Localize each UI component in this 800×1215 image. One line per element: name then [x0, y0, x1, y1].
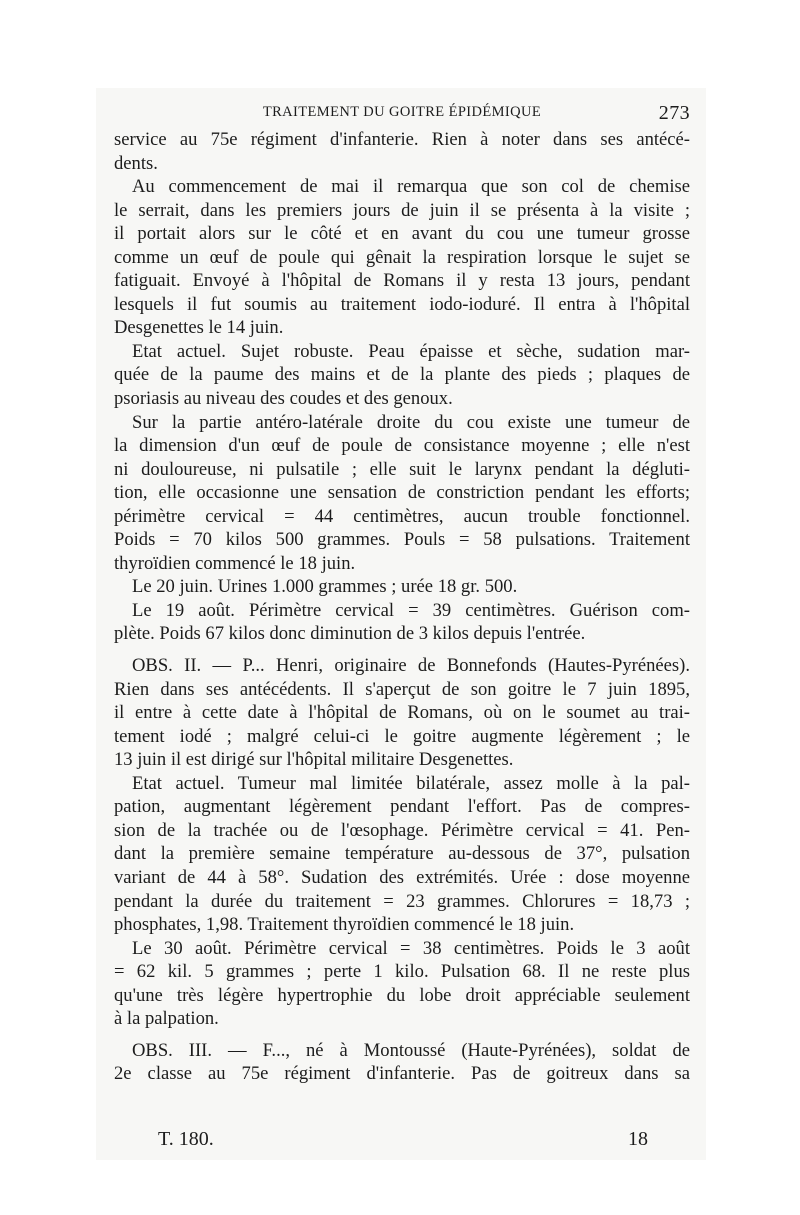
text-line: Le 20 juin. Urines 1.000 grammes ; urée 18 gr. 500. — [132, 576, 518, 598]
paragraph-gap — [114, 1031, 690, 1039]
text-line: Etat actuel. Tumeur mal limitée bilatérale, assez molle à la pal- — [132, 772, 690, 794]
text-line: la dimension d'un œuf de poule de consistance moyenne ; elle n'est — [114, 435, 690, 457]
page-footer — [114, 1128, 690, 1154]
text-line: comme un œuf de poule qui gênait la respiration lorsque le sujet se — [114, 246, 690, 268]
text-line: Sur la partie antéro-latérale droite du cou existe une tumeur de — [132, 411, 690, 433]
text-line: ni douloureuse, ni pulsatile ; elle suit le larynx pendant la dégluti- — [114, 458, 690, 480]
text-line: lesquels il fut soumis au traitement iodo-ioduré. Il entra à l'hôpital — [114, 293, 690, 315]
running-title: TRAITEMENT DU GOITRE ÉPIDÉMIQUE — [262, 104, 542, 120]
text-line: 2e classe au 75e régiment d'infanterie. Pas de goitreux dans sa — [114, 1063, 690, 1085]
text-line: Rien dans ses antécédents. Il s'aperçut de son goitre le 7 juin 1895, — [114, 678, 690, 700]
text-line: qu'une très légère hypertrophie du lobe droit appréciable seulement — [114, 984, 690, 1006]
text-line: Etat actuel. Sujet robuste. Peau épaisse et sèche, sudation mar- — [132, 340, 690, 362]
text-line: variant de 44 à 58°. Sudation des extrémités. Urée : dose moyenne — [114, 866, 690, 888]
text-line: pation, augmentant légèrement pendant l'effort. Pas de compres- — [114, 796, 690, 818]
text-line: service au 75e régiment d'infanterie. Rien à noter dans ses antécé- — [114, 129, 690, 150]
text-line: il entre à cette date à l'hôpital de Romans, où on le soumet au trai- — [114, 702, 690, 724]
text-line: dents. — [114, 152, 158, 174]
body-text — [114, 128, 690, 1086]
text-line: à la palpation. — [114, 1008, 219, 1030]
text-line: Le 19 août. Périmètre cervical = 39 centimètres. Guérison com- — [132, 599, 690, 621]
text-line: plète. Poids 67 kilos donc diminution de 3 kilos depuis l'entrée. — [114, 623, 586, 645]
paragraph-gap — [114, 646, 690, 654]
text-line: périmètre cervical = 44 centimètres, aucun trouble fonctionnel. — [114, 505, 690, 527]
text-line: tement iodé ; malgré celui-ci le goitre augmente légèrement ; le — [114, 725, 690, 747]
text-line: 13 juin il est dirigé sur l'hôpital militaire Desgenettes. — [114, 749, 514, 771]
text-line: le serrait, dans les premiers jours de juin il se présenta à la visite ; — [114, 199, 690, 221]
text-line: il portait alors sur le côté et en avant du cou une tumeur grosse — [114, 223, 690, 245]
text-line: fatiguait. Envoyé à l'hôpital de Romans il y resta 13 jours, pendant — [114, 270, 690, 292]
text-line: thyroïdien commencé le 18 juin. — [114, 552, 356, 574]
text-line: OBS. II. — P... Henri, originaire de Bonnefonds (Hautes-Pyrénées). — [132, 655, 690, 677]
text-line: Poids = 70 kilos 500 grammes. Pouls = 58 pulsations. Traitement — [114, 529, 690, 551]
text-line: Le 30 août. Périmètre cervical = 38 centimètres. Poids le 3 août — [132, 937, 690, 959]
text-line: = 62 kil. 5 grammes ; perte 1 kilo. Pulsation 68. Il ne reste plus — [114, 961, 690, 983]
text-line: tion, elle occasionne une sensation de constriction pendant les efforts; — [114, 482, 690, 504]
text-line: OBS. III. — F..., né à Montoussé (Haute-Pyrénées), soldat de — [132, 1039, 690, 1061]
printer-signature: T. 180. — [158, 1128, 214, 1150]
text-line: sion de la trachée ou de l'œsophage. Périmètre cervical = 41. Pen- — [114, 819, 690, 841]
text-line: quée de la paume des mains et de la plante des pieds ; plaques de — [114, 364, 690, 386]
text-line: Au commencement de mai il remarqua que son col de chemise — [132, 176, 690, 198]
text-line: psoriasis au niveau des coudes et des genoux. — [114, 388, 453, 410]
text-line: dant la première semaine température au-dessous de 37°, pulsation — [114, 843, 690, 865]
running-header — [114, 102, 690, 126]
page-number: 273 — [658, 102, 690, 124]
text-line: pendant la durée du traitement = 23 grammes. Chlorures = 18,73 ; — [114, 890, 690, 912]
sheet-number: 18 — [628, 1128, 648, 1150]
text-line: Desgenettes le 14 juin. — [114, 317, 284, 339]
text-line: phosphates, 1,98. Traitement thyroïdien commencé le 18 juin. — [114, 914, 575, 936]
